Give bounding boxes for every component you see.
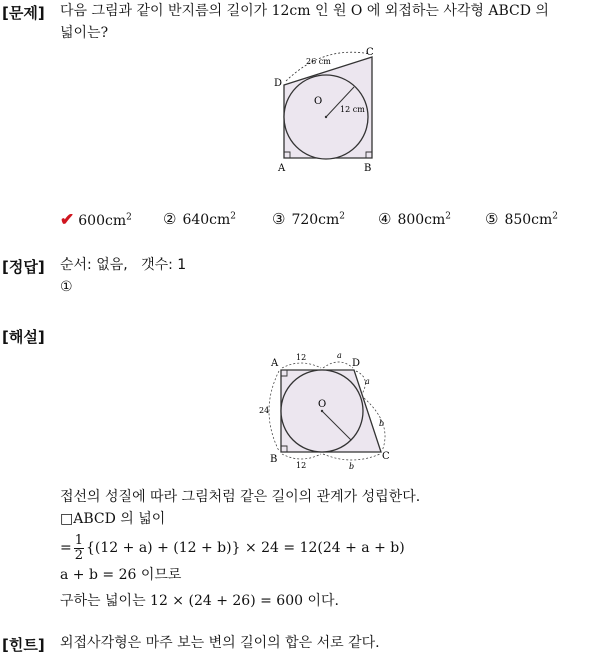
answer-text <box>60 254 186 298</box>
figure2-bottom-b: b <box>349 462 355 471</box>
option-3[interactable] <box>272 210 345 228</box>
option-4-number: ④ <box>378 210 392 228</box>
option-2-value: 640cm <box>182 212 231 228</box>
question-text <box>60 0 549 44</box>
figure2-label-C: C <box>382 451 390 462</box>
figure1-center <box>325 116 327 118</box>
option-2-exp: 2 <box>230 211 237 222</box>
figure2-center <box>321 410 323 412</box>
figure-quadrilateral-1 <box>268 45 388 175</box>
explanation-line-1: 접선의 성질에 따라 그림처럼 같은 길이의 관계가 성립한다. <box>60 489 421 505</box>
checkmark-icon: ✔ <box>60 210 75 230</box>
figure2-top-12: 12 <box>296 353 307 362</box>
option-3-value: 720cm <box>291 212 340 228</box>
figure2-arc-bottom-12 <box>282 454 321 459</box>
fraction-one-half <box>74 534 84 563</box>
explanation-label: [해설] <box>2 328 45 346</box>
hint-label: [힌트] <box>2 636 45 654</box>
explanation-formula: {(12 + a) + (12 + b)} × 24 = 12(24 + a + b) <box>86 540 405 556</box>
option-4-value: 800cm <box>397 212 446 228</box>
fraction-numerator: 1 <box>74 532 84 548</box>
explanation-line-5: 구하는 넓이는 12 × (24 + 26) = 600 이다. <box>60 593 339 609</box>
figure1-label-B: B <box>364 163 372 174</box>
fraction-denominator: 2 <box>74 547 84 563</box>
option-2-number: ② <box>163 210 177 228</box>
equals-sign: = <box>60 540 72 556</box>
figure2-label-D: D <box>352 358 361 369</box>
answer-line-1: 순서: 없음, 갯수: 1 <box>60 257 187 273</box>
figure2-label-O: O <box>318 399 327 410</box>
option-1-value: 600cm <box>78 213 127 229</box>
figure2-arc-left-24 <box>269 371 279 451</box>
figure2-label-A: A <box>271 358 279 369</box>
explanation-text <box>60 486 420 612</box>
answer-line-2: ① <box>60 279 73 295</box>
option-3-number: ③ <box>272 210 286 228</box>
answer-label: [정답] <box>2 258 45 276</box>
figure1-label-C: C <box>366 47 374 58</box>
figure1-label-A: A <box>278 163 286 174</box>
option-2[interactable] <box>163 210 236 228</box>
figure2-right-b: b <box>379 419 385 428</box>
option-5-number: ⑤ <box>485 210 499 228</box>
figure2-arc-top-a <box>323 362 353 368</box>
figure2-left-24: 24 <box>259 406 270 415</box>
option-4-exp: 2 <box>445 211 452 222</box>
hint-text: 외접사각형은 마주 보는 변의 길이의 합은 서로 같다. <box>60 635 380 651</box>
option-5-exp: 2 <box>552 211 559 222</box>
question-line-1: 다음 그림과 같이 반지름의 길이가 12cm 인 원 O 에 외접하는 사각형 ABCD 의 <box>60 3 549 19</box>
figure2-bottom-12: 12 <box>296 461 307 470</box>
explanation-line-4: a + b = 26 이므로 <box>60 567 182 583</box>
figure2-label-B: B <box>270 454 278 465</box>
option-1-exp: 2 <box>126 212 132 223</box>
option-5[interactable] <box>485 210 558 228</box>
question-label: [문제] <box>2 4 45 22</box>
figure1-top-length: 26 cm <box>306 57 331 66</box>
figure2-top-a: a <box>337 351 342 360</box>
figure1-radius-length: 12 cm <box>340 105 365 114</box>
explanation-line-2: □ABCD 의 넓이 <box>60 511 166 527</box>
figure2-right-a: a <box>365 377 370 386</box>
figure2-arc-top-12 <box>282 363 321 368</box>
explanation-line-3 <box>60 532 420 564</box>
figure1-label-O: O <box>314 96 323 107</box>
figure1-label-D: D <box>274 78 283 89</box>
option-3-exp: 2 <box>339 211 346 222</box>
option-1[interactable] <box>60 210 132 230</box>
question-line-2: 넓이는? <box>60 25 109 41</box>
figure2-arc-bottom-b <box>323 454 380 460</box>
figure-quadrilateral-2 <box>253 350 403 472</box>
option-5-value: 850cm <box>504 212 553 228</box>
option-4[interactable] <box>378 210 451 228</box>
